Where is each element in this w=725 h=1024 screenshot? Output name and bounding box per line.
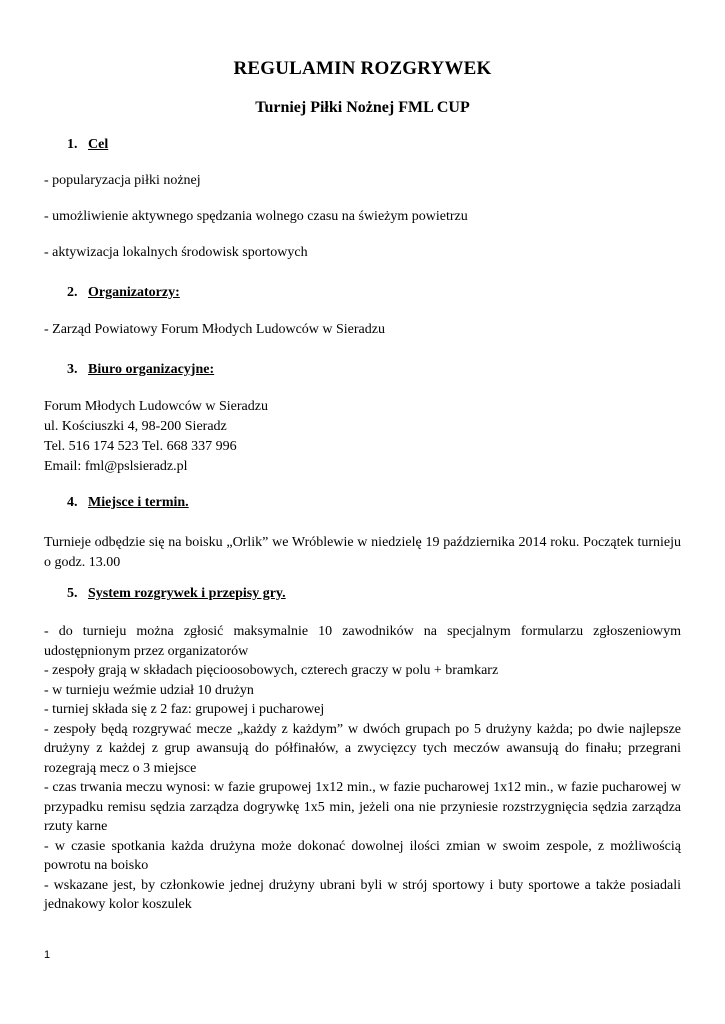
document-title: REGULAMIN ROZGRYWEK bbox=[233, 58, 492, 79]
list-item: - w czasie spotkania każda drużyna może dokonać dowolnej ilości zmian w swoim zespole, z możliwością powrotu na boisko bbox=[44, 838, 681, 873]
list-item: - popularyzacja piłki nożnej bbox=[44, 173, 201, 188]
section-label: Miejsce i termin. bbox=[88, 495, 189, 510]
rules-list bbox=[44, 622, 681, 915]
list-item: - turniej składa się z 2 faz: grupowej i pucharowej bbox=[44, 702, 325, 717]
section-number: 1. bbox=[67, 137, 78, 152]
section-heading-goal bbox=[67, 136, 108, 154]
section-label: Cel bbox=[88, 137, 109, 152]
section-heading-office bbox=[67, 361, 214, 379]
section-heading-rules bbox=[67, 585, 286, 603]
section-heading-place-date bbox=[67, 494, 189, 512]
paragraph: Turnieje odbędzie się na boisku „Orlik” we Wróblewie w niedzielę 19 października 2014 roku. Początek turnieju o godz. 13.00 bbox=[44, 535, 681, 570]
list-item: - umożliwienie aktywnego spędzania wolnego czasu na świeżym powietrzu bbox=[44, 209, 468, 224]
list-item: - wskazane jest, by członkowie jednej drużyny ubrani byli w strój sportowy i buty sportowe a także posiadali jednakowy kolor koszulek bbox=[44, 877, 681, 912]
list-item: - zespoły grają w składach pięcioosobowych, czterech graczy w polu + bramkarz bbox=[44, 663, 499, 678]
page-number: 1 bbox=[44, 949, 51, 961]
section-number: 2. bbox=[67, 285, 78, 300]
place-date-text bbox=[44, 533, 681, 572]
document-subtitle: Turniej Piłki Nożnej FML CUP bbox=[255, 99, 470, 116]
section-number: 5. bbox=[67, 586, 78, 601]
section-heading-organizers bbox=[67, 284, 180, 302]
section-number: 4. bbox=[67, 495, 78, 510]
section-number: 3. bbox=[67, 362, 78, 377]
address-line: Forum Młodych Ludowców w Sieradzu bbox=[44, 399, 268, 414]
section-label: System rozgrywek i przepisy gry. bbox=[88, 586, 286, 601]
section-label: Biuro organizacyjne: bbox=[88, 362, 215, 377]
list-item: - czas trwania meczu wynosi: w fazie grupowej 1x12 min., w fazie pucharowej 1x12 min., w fazie pucharowej w przypadku remisu sędzia zarządza dogrywkę 1x5 min, jeżeli ona nie przyniesie rozstrzygnięcia sędzia zarządza rzuty karne bbox=[44, 780, 681, 834]
address-line: ul. Kościuszki 4, 98-200 Sieradz bbox=[44, 419, 227, 434]
contact-line: Tel. 516 174 523 Tel. 668 337 996 bbox=[44, 439, 237, 454]
list-item: - aktywizacja lokalnych środowisk sportowych bbox=[44, 245, 308, 260]
email-line: Email: fml@pslsieradz.pl bbox=[44, 459, 188, 474]
list-item: - Zarząd Powiatowy Forum Młodych Ludowców w Sieradzu bbox=[44, 322, 385, 337]
list-item: - w turnieju weźmie udział 10 drużyn bbox=[44, 682, 254, 698]
list-item: - zespoły będą rozgrywać mecze „każdy z każdym” w dwóch grupach po 5 drużyny każda; po dwie najlepsze drużyny z każdej z grup awansują do półfinałów, a zwycięzcy tych meczów awansują do finału; przegrani rozegrają mecz o 3 miejsce bbox=[44, 721, 681, 776]
section-label: Organizatorzy: bbox=[88, 285, 180, 300]
list-item: - do turnieju można zgłosić maksymalnie 10 zawodników na specjalnym formularzu zgłoszeniowym udostępnionym przez organizatorów bbox=[44, 624, 681, 659]
